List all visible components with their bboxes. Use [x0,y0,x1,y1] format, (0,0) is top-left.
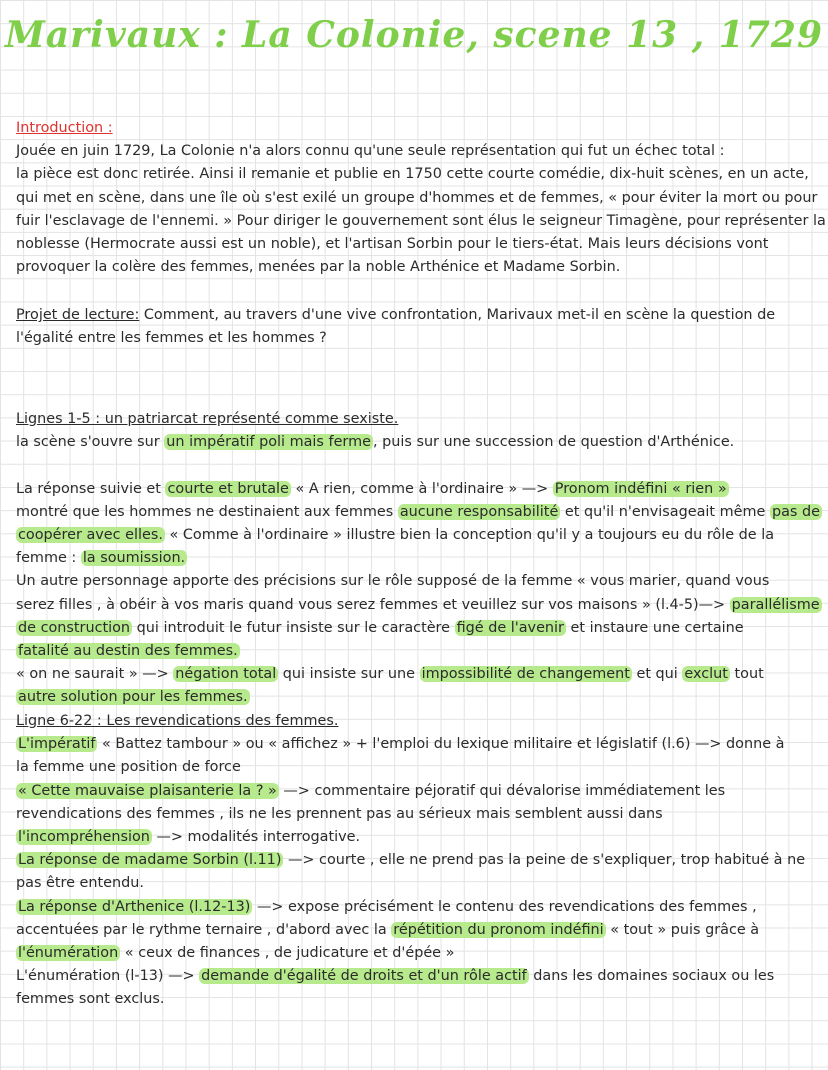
highlight: de construction [18,619,131,636]
paragraph-line: La réponse de madame Sorbin (l.11) —> courte , elle ne prend pas la peine de s'expliquer, trop habitué à ne [18,852,806,869]
paragraph-line: l'incompréhension —> modalités interrogative. [18,828,361,845]
paragraph-line: « on ne saurait » —> négation total qui insiste sur une impossibilité de changement et qui exclut tout [16,666,764,683]
highlight: Pronom indéfini « rien » [554,480,727,497]
paragraph-line: accentuées par le rythme ternaire , d'abord avec la répétition du pronom indéfini « tout » puis grâce à [16,921,760,938]
paragraph-line: coopérer avec elles. « Comme à l'ordinaire » illustre bien la conception qu'il y a toujours eu du rôle de la [18,526,775,543]
paragraph-line: la femme une position de force [16,759,241,776]
highlight: « Cette mauvaise plaisanterie la ? » [18,782,277,799]
highlight: L'impératif [18,736,96,753]
intro-line: qui met en scène, dans une île où s'est exilé un groupe d'hommes et de femmes, « pour éviter la mort ou pour [16,189,818,206]
highlight: La réponse de madame Sorbin (l.11) [18,852,282,869]
section-ligne-6-22 [16,710,816,1011]
blank-line [16,454,816,477]
highlight: coopérer avec elles. [18,526,163,543]
paragraph-line: revendications des femmes , ils ne les prennent pas au sérieux mais semblent aussi dans [16,805,663,822]
highlight: la soumission. [82,550,186,567]
highlight: aucune responsabilité [399,503,559,520]
projet-section [16,304,816,350]
highlight: autre solution pour les femmes. [18,689,248,706]
highlight: l'incompréhension [18,828,150,845]
section-heading: Ligne 6-22 : Les revendications des femmes. [16,713,339,729]
highlight: figé de l'avenir [456,619,564,636]
paragraph-line: de construction qui introduit le futur insiste sur le caractère figé de l'avenir et instaure une certaine [18,619,744,636]
section-heading: Lignes 1-5 : un patriarcat représenté comme sexiste. [16,411,399,427]
highlight: négation total [175,666,277,683]
introduction-section [16,117,826,279]
paragraph-line [16,686,816,709]
paragraph-line: femme : la soumission. [16,550,186,567]
section-lignes-1-5 [16,408,820,709]
paragraph-line: Un autre personnage apporte des précisions sur le rôle supposé de la femme « vous marier, quand vous [16,573,770,590]
paragraph-line: femmes sont exclus. [16,991,165,1008]
highlight: l'énumération [18,944,119,961]
projet-line: Projet de lecture: Comment, au travers d'une vive confrontation, Marivaux met-il en scène la question de [16,307,776,323]
highlight: répétition du pronom indéfini [393,921,604,938]
highlight: pas de [771,503,820,520]
intro-line: la pièce est donc retirée. Ainsi il remanie et publie en 1750 cette courte comédie, dix-huit scènes, en un acte, [16,166,809,183]
page-title: Marivaux : La Colonie, scene 13 , 1729 [5,14,823,56]
paragraph-line: « Cette mauvaise plaisanterie la ? » —> commentaire péjoratif qui dévalorise immédiatement les [18,782,726,799]
paragraph-line: montré que les hommes ne destinaient aux femmes aucune responsabilité et qu'il n'envisageait même pas de [16,503,820,520]
highlight: demande d'égalité de droits et d'un rôle actif [201,968,527,985]
highlight: parallélisme [731,596,820,613]
paragraph-line [16,640,816,663]
paragraph-line: La réponse d'Arthenice (l.12-13) —> expose précisément le contenu des revendications des femmes , [18,898,757,915]
paragraph-line: serez filles , à obéir à vos maris quand vous serez femmes et veuillez sur vos maisons » (l.4-5)—> parallélisme [16,596,820,613]
paragraph-line: L'impératif « Battez tambour » ou « affichez » + l'emploi du lexique militaire et législatif (l.6) —> donne à [18,736,785,753]
paragraph-line: L'énumération (l-13) —> demande d'égalité de droits et d'un rôle actif dans les domaines sociaux ou les [16,968,775,985]
intro-line: fuir l'esclavage de l'ennemi. » Pour diriger le gouvernement sont élus le seigneur Timagène, pour représenter la [16,212,826,229]
highlight: exclut [684,666,728,683]
introduction-heading: Introduction : [16,120,113,136]
intro-line: Jouée en juin 1729, La Colonie n'a alors connu qu'une seule représentation qui fut un échec total : [16,143,725,160]
highlight: un impératif poli mais ferme [166,434,371,451]
highlight: impossibilité de changement [421,666,630,683]
paragraph-line: la scène s'ouvre sur un impératif poli mais ferme , puis sur une succession de question d'Arthénice. [16,434,735,451]
projet-line: l'égalité entre les femmes et les hommes ? [16,330,327,347]
highlight: courte et brutale [167,480,289,497]
paragraph-line: pas être entendu. [16,875,144,892]
intro-line: provoquer la colère des femmes, menées par la noble Arthénice et Madame Sorbin. [16,259,621,276]
highlight: fatalité au destin des femmes. [18,642,238,659]
paragraph-line: l'énumération « ceux de finances , de judicature et d'épée » [18,944,455,961]
paragraph-line: La réponse suivie et courte et brutale « A rien, comme à l'ordinaire » —> Pronom indéfini « rien » [16,480,727,497]
highlight: La réponse d'Arthenice (l.12-13) [18,898,251,915]
intro-line: noblesse (Hermocrate aussi est un noble), et l'artisan Sorbin pour le tiers-état. Mais leurs décisions vont [16,235,769,252]
projet-label: Projet de lecture: [16,307,140,323]
